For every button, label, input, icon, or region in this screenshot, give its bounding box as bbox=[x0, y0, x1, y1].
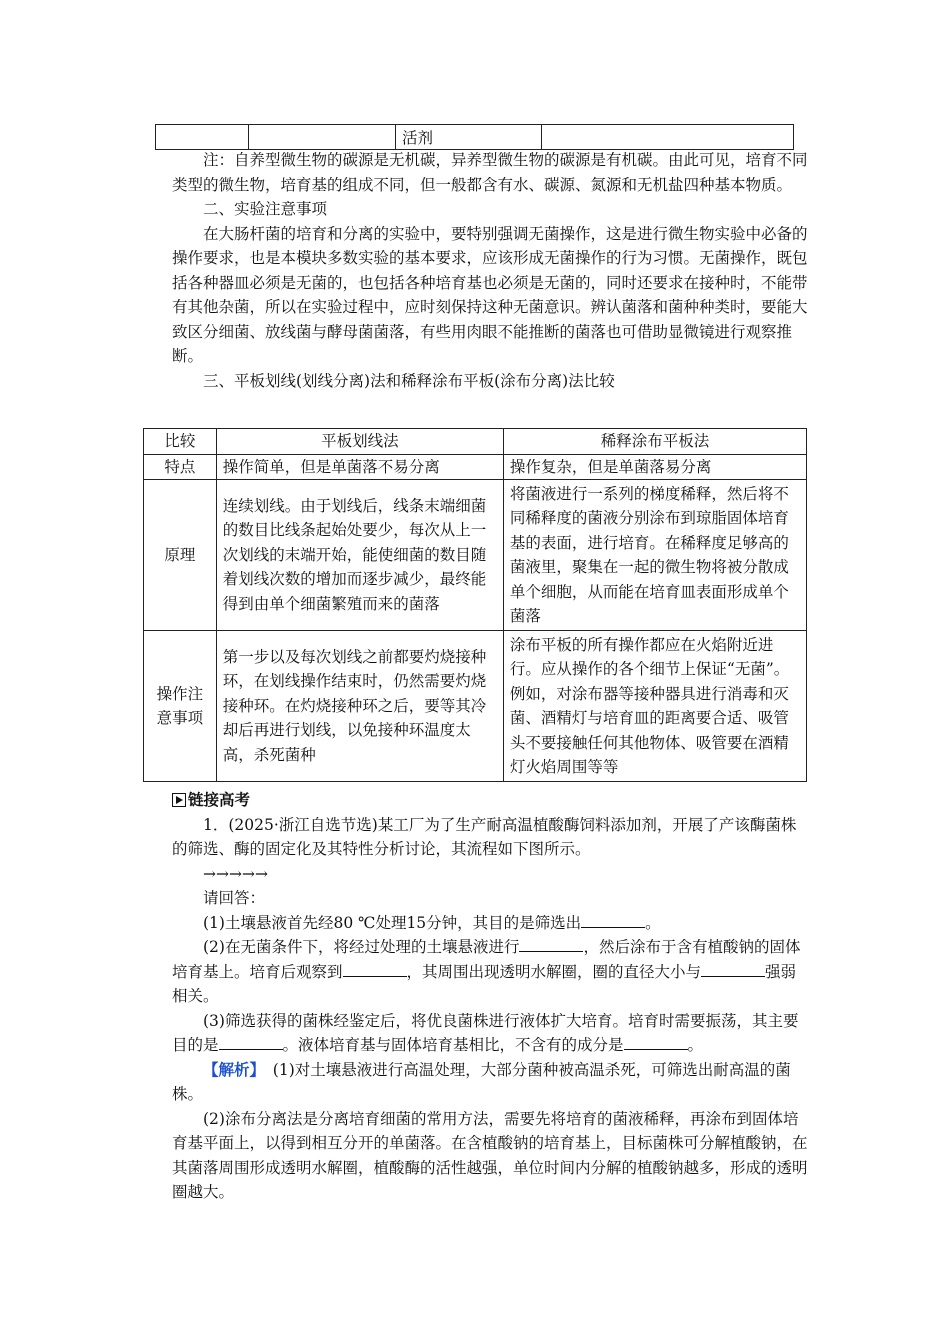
section2-body: 在大肠杆菌的培育和分离的实验中，要特别强调无菌操作，这是进行微生物实验中必备的操作要求，也是本模块多数实验的基本要求，应该形成无菌操作的行为习惯。无菌操作，既包括各种器皿必须是无菌的，也包括各种培育基也必须是无菌的，同时还要求在接种时，不能带有其他杂菌，所以在实验过程中，应时刻保持这种无菌意识。辨认菌落和菌种种类时，要能大致区分细菌、放线菌与酵母菌菌落，有些用肉眼不能推断的菌落也可借助显微镜进行观察推断。 bbox=[172, 224, 808, 365]
answer-blank bbox=[581, 913, 645, 928]
table-row bbox=[144, 631, 807, 782]
content-block-top bbox=[172, 148, 808, 393]
note-paragraph: 注：自养型微生物的碳源是无机碳，异养型微生物的碳源是有机碳。由此可见，培育不同类型的微生物，培育基的组成不同，但一般都含有水、碳源、氮源和无机盐四种基本物质。 bbox=[172, 151, 808, 194]
link-heading: 链接高考 bbox=[172, 788, 808, 813]
top-table-fragment bbox=[155, 124, 794, 150]
question-prompt: 请回答： bbox=[203, 889, 266, 907]
cell-streak: 操作简单，但是单菌落不易分离 bbox=[216, 454, 503, 480]
table-row bbox=[144, 454, 807, 480]
header-cell-streak: 平板划线法 bbox=[216, 429, 503, 455]
cell-spread: 操作复杂，但是单菌落易分离 bbox=[503, 454, 806, 480]
section2-title: 二、实验注意事项 bbox=[203, 200, 328, 218]
answer-blank bbox=[343, 962, 407, 977]
question-1: (1)土壤悬液首先经80 ℃处理15分钟，其目的是筛选出 。 bbox=[203, 913, 661, 932]
header-cell-spread: 稀释涂布平板法 bbox=[503, 429, 806, 455]
analysis-tag: 【解析】 bbox=[203, 1059, 258, 1079]
play-triangle-icon bbox=[172, 793, 186, 807]
section3-title: 三、平板划线(划线分离)法和稀释涂布平板(涂布分离)法比较 bbox=[203, 371, 615, 390]
cell-spread: 将菌液进行一系列的梯度稀释，然后将不同稀释度的菌液分别涂布到琼脂固体培育基的表面，进行培育。在稀释度足够高的菌液里，聚集在一起的微生物将被分散成单个细胞，从而能在培育皿表面形成单个菌落 bbox=[503, 480, 806, 631]
cell-spread: 涂布平板的所有操作都应在火焰附近进行。应从操作的各个细节上保证“无菌”。例如，对涂布器等接种器具进行消毒和灭菌、酒精灯与培育皿的距离要合适、吸管头不要接触任何其他物体、吸管要在酒精灯火焰周围等等 bbox=[503, 631, 806, 782]
flow-arrows: →→→→→ bbox=[203, 864, 268, 883]
table-cell bbox=[542, 125, 794, 150]
table-cell bbox=[249, 125, 396, 150]
header-cell-compare: 比较 bbox=[144, 429, 217, 455]
question-intro: 1．(2025·浙江自选节选)某工厂为了生产耐高温植酸酶饲料添加剂，开展了产该酶菌株的筛选、酶的固定化及其特性分析讨论，其流程如下图所示。 bbox=[172, 815, 797, 858]
analysis-1: 【解析】 (1)对土壤悬液进行高温处理，大部分菌种被高温杀死，可筛选出耐高温的菌株。 bbox=[172, 1059, 791, 1103]
table-row bbox=[156, 125, 794, 150]
comparison-table bbox=[143, 428, 807, 782]
content-block-bottom bbox=[172, 788, 808, 1205]
question-2: (2)在无菌条件下，将经过处理的土壤悬液进行 ，然后涂布于含有植酸钠的固体培育基上。培育后观察到 ，其周围出现透明水解圈，圈的直径大小与 强弱相关。 bbox=[172, 938, 801, 1005]
question-3: (3)筛选获得的菌株经鉴定后，将优良菌株进行液体扩大培育。培育时需要振荡，其主要目的是 。液体培育基与固体培育基相比，不含有的成分是 。 bbox=[172, 1011, 799, 1054]
answer-blank bbox=[219, 1035, 283, 1050]
cell-streak: 第一步以及每次划线之前都要灼烧接种环，在划线操作结束时，仍然需要灼烧接种环。在灼烧接种环之后，要等其冷却后再进行划线，以免接种环温度太高，杀死菌种 bbox=[216, 631, 503, 782]
answer-blank bbox=[701, 962, 765, 977]
table-row bbox=[144, 480, 807, 631]
table-cell bbox=[156, 125, 249, 150]
row-label: 操作注意事项 bbox=[144, 631, 217, 782]
answer-blank bbox=[624, 1035, 688, 1050]
table-cell: 活剂 bbox=[396, 125, 542, 150]
analysis-2: (2)涂布分离法是分离培育细菌的常用方法，需要先将培育的菌液稀释，再涂布到固体培育基平面上，以得到相互分开的单菌落。在含植酸钠的培育基上，目标菌株可分解植酸钠，在其菌落周围形成透明水解圈，植酸酶的活性越强，单位时间内分解的植酸钠越多，形成的透明圈越大。 bbox=[172, 1109, 808, 1201]
answer-blank bbox=[519, 937, 583, 952]
cell-streak: 连续划线。由于划线后，线条末端细菌的数目比线条起始处要少，每次从上一次划线的末端开始，能使细菌的数目随着划线次数的增加而逐步减少，最终能得到由单个细菌繁殖而来的菌落 bbox=[216, 480, 503, 631]
row-label: 原理 bbox=[144, 480, 217, 631]
row-label: 特点 bbox=[144, 454, 217, 480]
table-header-row bbox=[144, 429, 807, 455]
